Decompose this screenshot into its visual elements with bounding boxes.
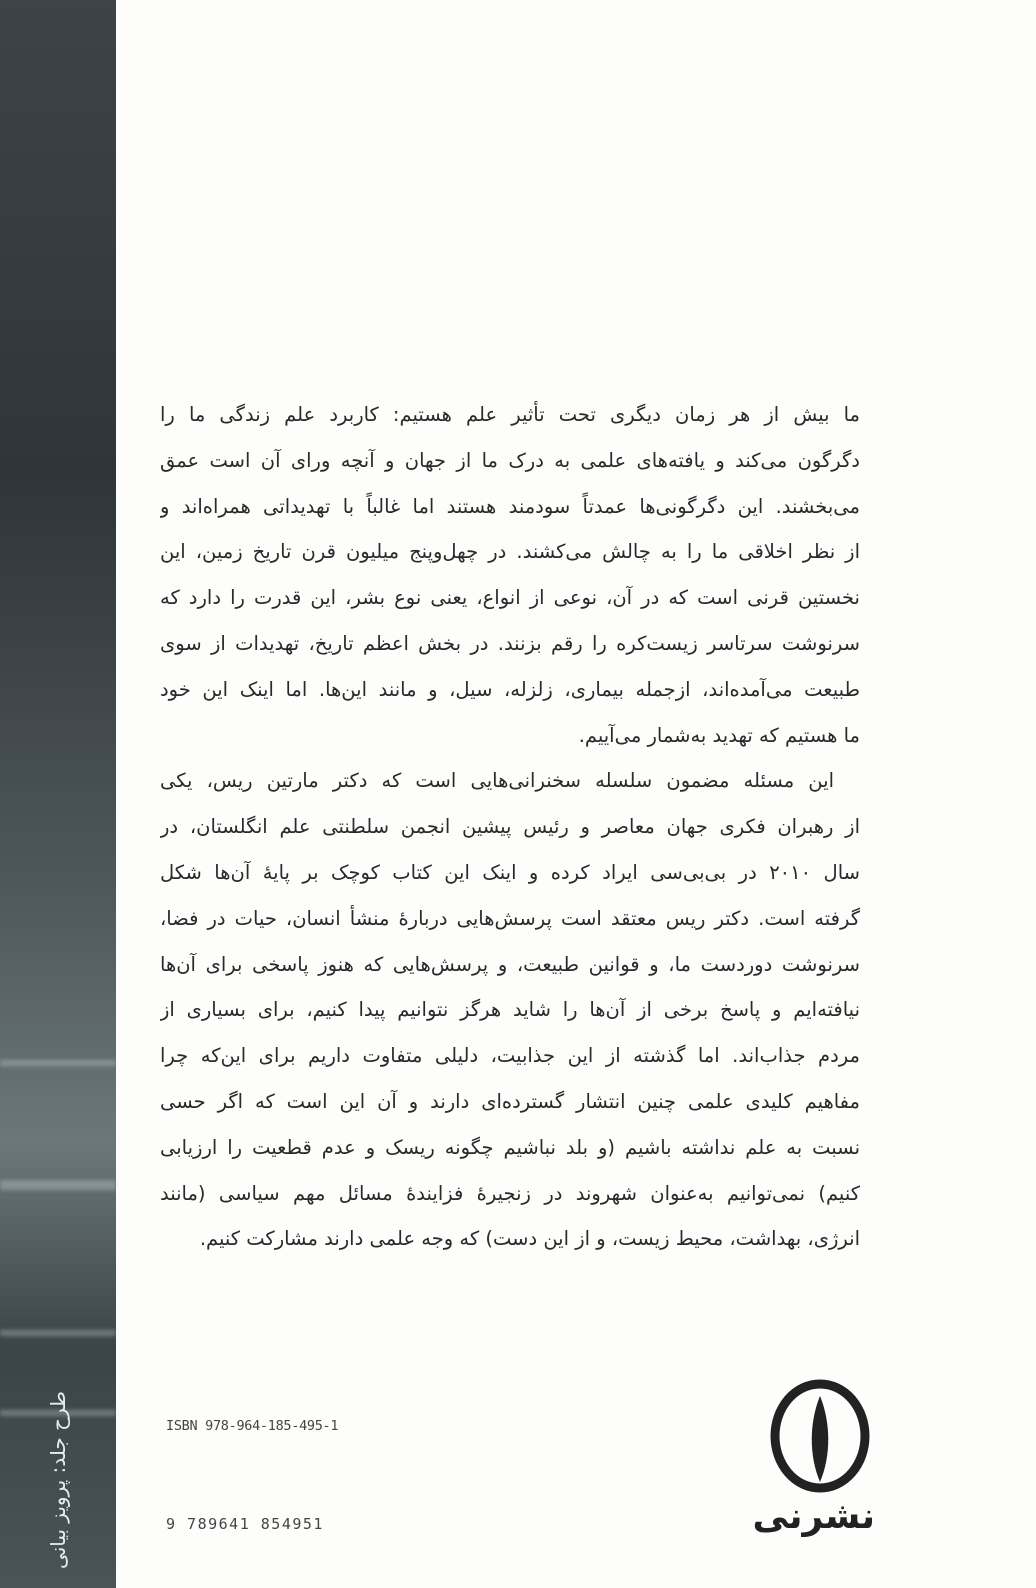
blurb-line: از نظر اخلاقی ما را به چالش می‌کشند. در چهل‌وپنج میلیون قرن تاریخ زمین، این [160,540,860,564]
blurb-line: ما بیش از هر زمان دیگری تحت تأثیر علم هستیم: کاربرد علم زندگی ما را [160,403,860,426]
spine-highlight [0,1180,116,1190]
blurb-line: سال ۲۰۱۰ در بی‌بی‌سی ایراد کرده و اینک این کتاب کوچک بر پایهٔ آن‌ها شکل [160,860,860,884]
isbn-barcode [166,1418,351,1533]
barcode-digits: 9 789641 854951 [166,1515,328,1533]
spine-highlight [0,1330,116,1336]
publisher-logo [752,1378,875,1548]
blurb-line: این مسئله مضمون سلسله سخنرانی‌هایی است که دکتر مارتین ریس، یکی [160,769,834,793]
back-cover-blurb [160,392,860,1262]
blurb-line: کنیم) نمی‌توانیم به‌عنوان شهروند در زنجیرهٔ فزایندهٔ مسائل مهم سیاسی (مانند [160,1181,860,1205]
blurb-line: سرنوشت دوردست ما، و قوانین طبیعت، و پرسش‌هایی که هنوز پاسخی برای آن‌ها [160,952,860,976]
cover-design-credit: طرح جلد: پرویز بیانی [46,1391,70,1569]
spine-highlight [0,1060,116,1066]
blurb-line: دگرگون می‌کند و یافته‌های علمی به درک ما از جهان و آنچه ورای آن است عمق [160,448,860,472]
blurb-line: نسبت به علم نداشته باشیم (و بلد نباشیم چگونه ریسک و عدم قطعیت را ارزیابی [160,1135,860,1159]
blurb-line: مفاهیم کلیدی علمی چنین انتشار گسترده‌ای دارند و آن این است که اگر حسی [160,1089,860,1113]
barcode-bars [166,1436,351,1514]
blurb-line: سرنوشت سرتاسر زیست‌کره را رقم بزنند. در بخش اعظم تاریخ، تهدیدات از سوی [160,631,860,655]
blurb-line: از رهبران فکری جهان معاصر و رئیس پیشین انجمن سلطنتی علم انگلستان، در [160,815,860,839]
blurb-line: می‌بخشند. این دگرگونی‌ها عمدتاً سودمند هستند اما غالباً با تهدیداتی همراه‌اند و [160,494,860,518]
publisher-name: نشرنی [752,1496,875,1537]
blurb-line: ما هستیم که تهدید به‌شمار می‌آییم. [578,723,860,747]
blurb-line: نخستین قرنی است که در آن، نوعی از انواع، یعنی نوع بشر، این قدرت را دارد که [160,586,860,610]
isbn-number: ISBN 978-964-185-495-1 [166,1418,339,1434]
blurb-line: طبیعت می‌آمده‌اند، ازجمله بیماری، زلزله، سیل، و مانند این‌ها. اما اینک این خود [160,677,860,701]
reed-in-circle-icon [765,1378,875,1496]
book-spine [0,0,116,1588]
blurb-line: انرژی، بهداشت، محیط زیست، و از این دست) که وجه علمی دارند مشارکت کنیم. [199,1227,860,1251]
blurb-line: مردم جذاب‌اند. اما گذشته از این جذابیت، دلیلی متفاوت داریم برای این‌که چرا [160,1044,860,1068]
blurb-line: نیافته‌ایم و پاسخ برخی از آن‌ها را شاید هرگز نتوانیم پیدا کنیم، برای بسیاری از [160,998,860,1022]
blurb-line: گرفته است. دکتر ریس معتقد است پرسش‌هایی دربارهٔ منشأ انسان، حیات در فضا، [160,906,860,930]
